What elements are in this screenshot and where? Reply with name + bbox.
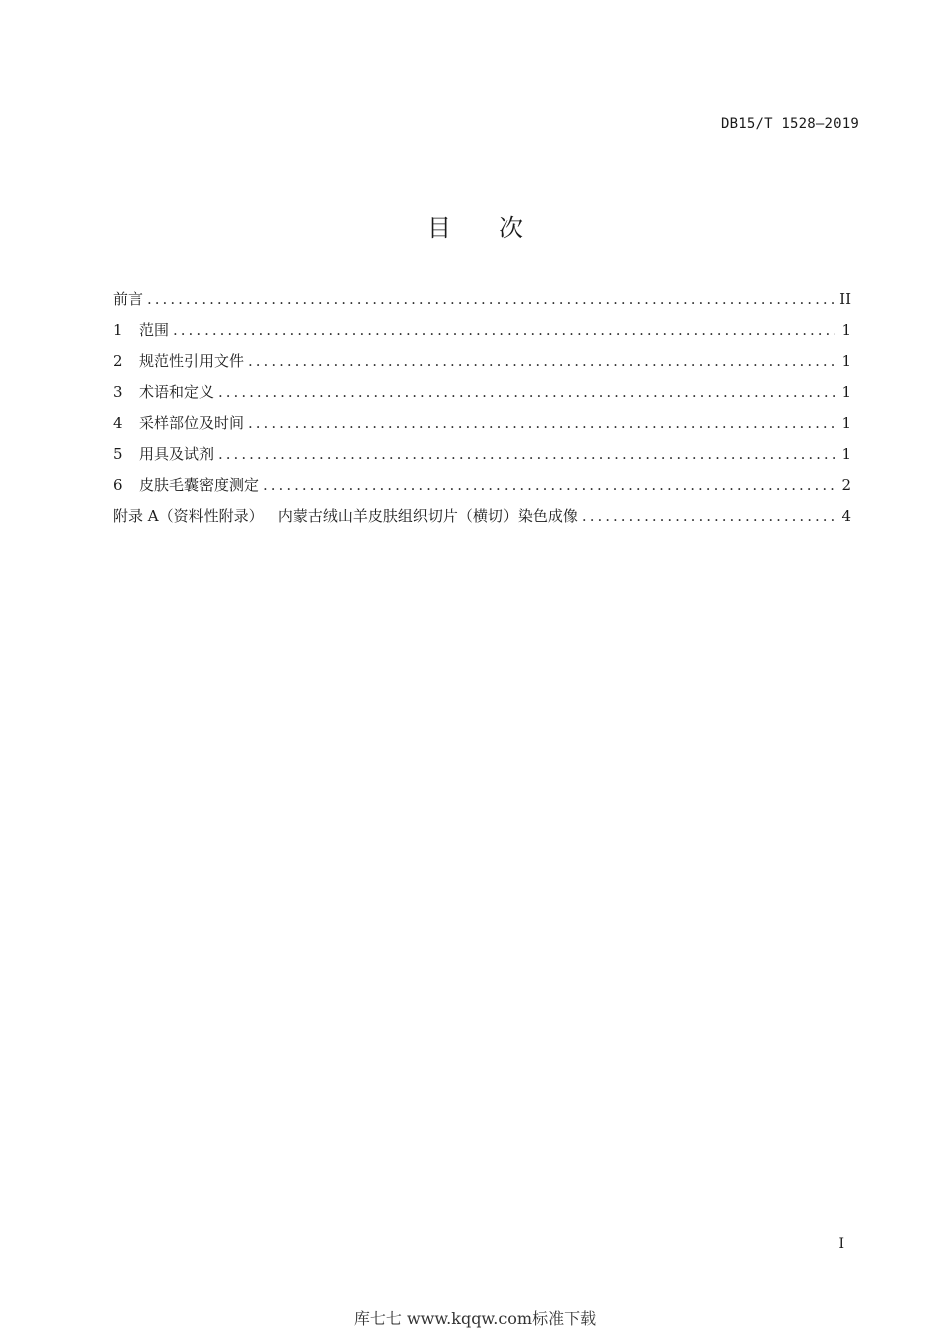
dot-leader bbox=[263, 474, 835, 496]
toc-entry-appendix-a[interactable] bbox=[113, 505, 851, 536]
table-of-contents bbox=[113, 288, 851, 536]
toc-entry-label: 皮肤毛囊密度测定 bbox=[139, 476, 260, 494]
dot-leader bbox=[248, 350, 835, 372]
toc-entry-page: 1 bbox=[841, 352, 851, 370]
toc-entry-page: 1 bbox=[841, 383, 851, 401]
toc-entry-page: 2 bbox=[841, 476, 851, 494]
toc-entry-label: 范围 bbox=[139, 321, 170, 339]
toc-entry-label: 用具及试剂 bbox=[139, 445, 215, 463]
toc-entry-label: 前言 bbox=[113, 290, 144, 308]
document-code: DB15/T 1528—2019 bbox=[720, 116, 859, 132]
toc-entry-number: 2 bbox=[113, 352, 123, 370]
toc-entry-label: 采样部位及时间 bbox=[139, 414, 245, 432]
toc-entry-number: 3 bbox=[113, 383, 123, 401]
toc-entry-page: II bbox=[839, 290, 851, 308]
dot-leader bbox=[147, 288, 835, 310]
toc-entry-3[interactable] bbox=[113, 381, 851, 412]
toc-entry-6[interactable] bbox=[113, 474, 851, 505]
toc-entry-label: 附录 A（资料性附录） 内蒙古绒山羊皮肤组织切片（横切）染色成像 bbox=[113, 507, 578, 525]
toc-entry-page: 1 bbox=[841, 321, 851, 339]
dot-leader bbox=[173, 319, 835, 341]
toc-entry-label: 术语和定义 bbox=[139, 383, 215, 401]
dot-leader bbox=[582, 505, 835, 527]
toc-entry-number: 6 bbox=[113, 476, 123, 494]
toc-entry-4[interactable] bbox=[113, 412, 851, 443]
toc-entry-label: 规范性引用文件 bbox=[139, 352, 245, 370]
toc-entry-foreword[interactable] bbox=[113, 288, 851, 319]
toc-entry-page: 4 bbox=[841, 507, 851, 525]
toc-entry-5[interactable] bbox=[113, 443, 851, 474]
toc-entry-page: 1 bbox=[841, 414, 851, 432]
page-title: 目次 bbox=[427, 214, 571, 242]
toc-entry-1[interactable] bbox=[113, 319, 851, 350]
toc-entry-number: 4 bbox=[113, 414, 123, 432]
page-number: I bbox=[838, 1236, 844, 1252]
dot-leader bbox=[218, 381, 835, 403]
toc-entry-2[interactable] bbox=[113, 350, 851, 381]
watermark-text: 库七七 www.kqqw.com标准下载 bbox=[353, 1309, 597, 1328]
toc-entry-number: 5 bbox=[113, 445, 123, 463]
toc-entry-number: 1 bbox=[113, 321, 123, 339]
toc-entry-page: 1 bbox=[841, 445, 851, 463]
dot-leader bbox=[248, 412, 835, 434]
dot-leader bbox=[218, 443, 835, 465]
